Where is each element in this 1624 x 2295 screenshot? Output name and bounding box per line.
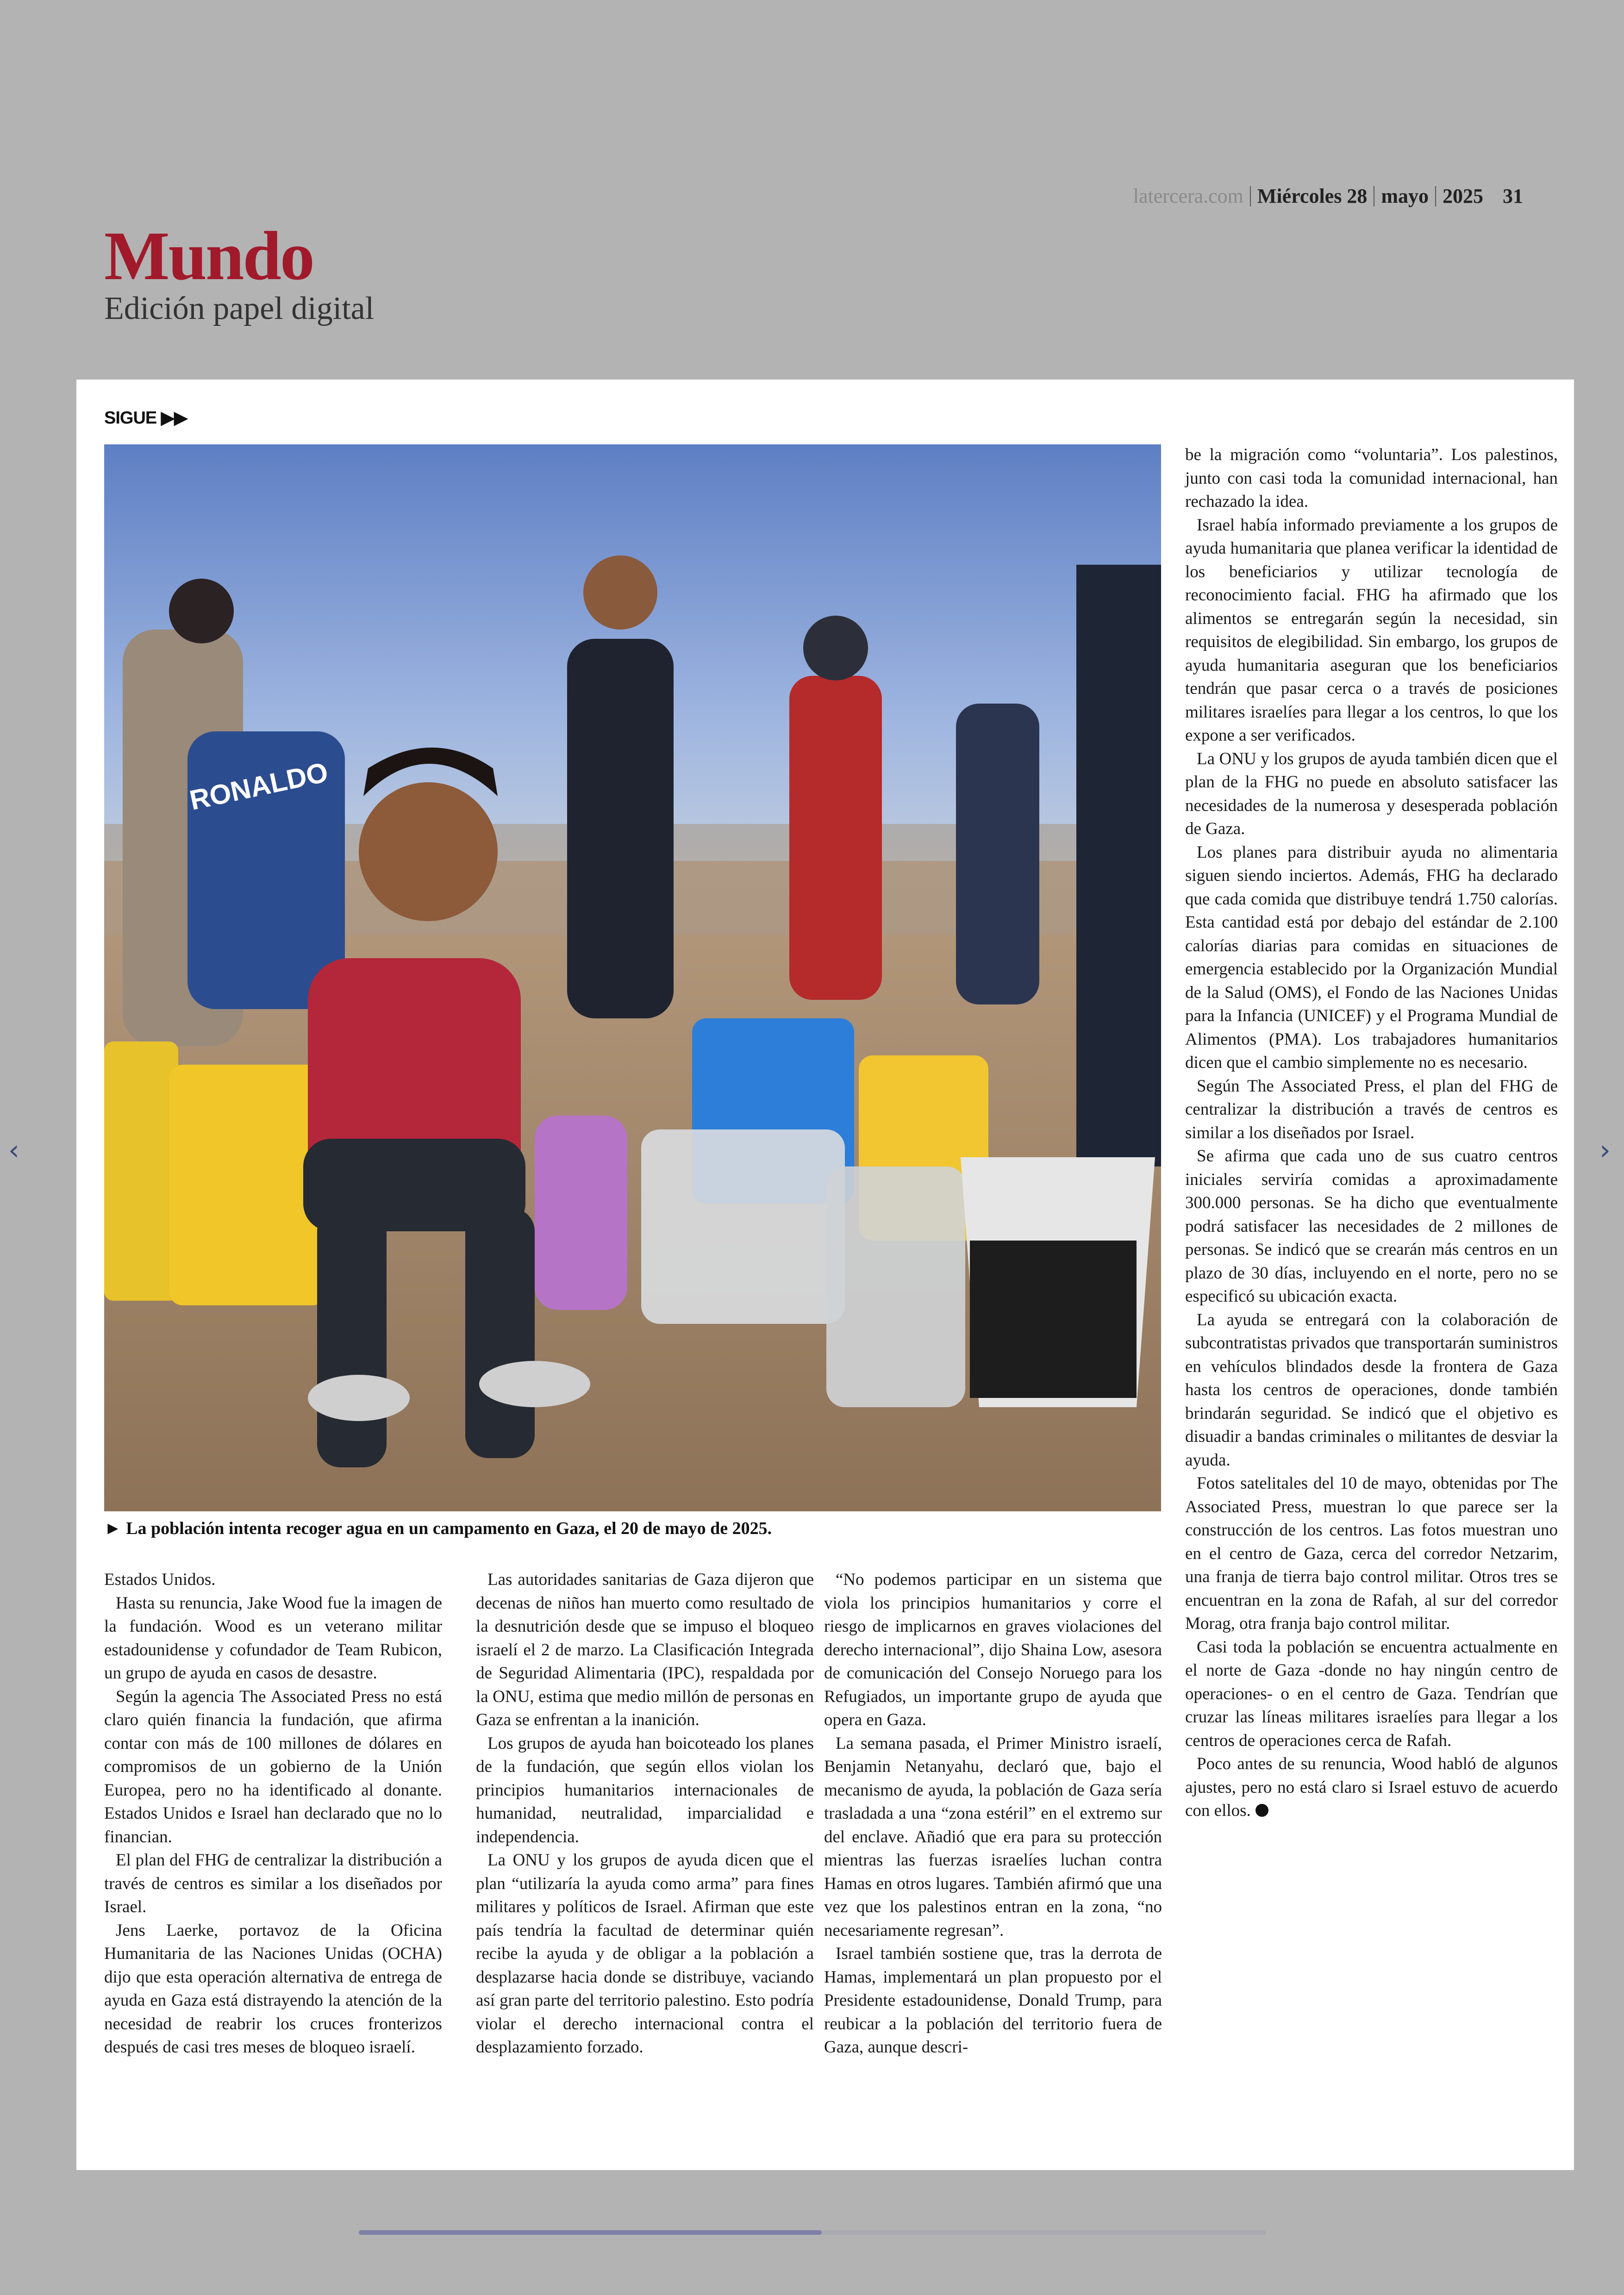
newspaper-page bbox=[76, 380, 1574, 2170]
article-paragraph bbox=[824, 1942, 1162, 2059]
divider bbox=[1435, 186, 1436, 206]
article-paragraph bbox=[104, 1919, 442, 2059]
article-column-2 bbox=[476, 1568, 814, 2059]
paragraph-text: Según la agencia The Associated Press no está claro quién financia la fundación, que afirma contar con más de 100 millones de dólares en compromisos de un gobierno de la Unión Europea, pero no ha identificado al donante. Estados Unidos e Israel han declarado que no lo financian. bbox=[104, 1687, 442, 1846]
article-paragraph bbox=[1185, 748, 1558, 841]
paragraph-text: El plan del FHG de centralizar la distribución a través de centros es similar a los diseñados por Israel. bbox=[104, 1851, 442, 1916]
article-paragraph bbox=[1185, 1145, 1558, 1309]
paragraph-text: Hasta su renuncia, Jake Wood fue la imagen de la fundación. Wood es un veterano militar estadounidense y cofundador de Team Rubicon, un grupo de ayuda en casos de desastre. bbox=[104, 1593, 442, 1683]
paragraph-text: La ONU y los grupos de ayuda dicen que el plan “utilizaría la ayuda como arma” para fines militares y políticos de Israel. Afirman que este país tendría la facultad de determinar quién recibe la ayuda y de obligar a la población a desplazarse hacia donde se distribuye, vaciando así gran parte del territorio palestino. Esto podría violar el derecho internacional contra el desplazamiento forzado. bbox=[476, 1851, 814, 2057]
paragraph-text: Fotos satelitales del 10 de mayo, obtenidas por The Associated Press, muestran lo que parece ser la construcción de los centros. Las fotos muestran uno en el centro de Gaza, cerca del corredor Netzarim, una franja de tierra bajo control militar. Otros tres se encuentran en la zona de Rafah, al sur del corredor Morag, otra franja bajo control militar. bbox=[1185, 1474, 1558, 1633]
article-photo bbox=[104, 444, 1161, 1511]
article-paragraph bbox=[476, 1732, 814, 1849]
photo-caption: ► La población intenta recoger agua en un campamento en Gaza, el 20 de mayo de 2025. bbox=[104, 1519, 772, 1538]
article-paragraph bbox=[104, 1849, 442, 1919]
paragraph-text: Casi toda la población se encuentra actualmente en el norte de Gaza -donde no hay ningún centro de operaciones- o en el centro de Gaza. Tendrían que cruzar las líneas militares israelíes para llegar a los centros de operaciones cerca de Rafah. bbox=[1185, 1637, 1558, 1750]
paragraph-text: La semana pasada, el Primer Ministro israelí, Benjamin Netanyahu, declaró que, bajo el mecanismo de ayuda, la población de Gaza sería trasladada a una “zona estéril” en el extremo sur del enclave. Añadió que era para su protección mientras las fuerzas israelíes luchan contra Hamas en otros lugares. También afirmó que una vez que los palestinos entran en la zona, “no necesariamente regresan”. bbox=[824, 1734, 1162, 1940]
paragraph-text: Israel también sostiene que, tras la derrota de Hamas, implementará un plan propuesto por el Presidente estadounidense, Donald Trump, para reubicar a la población del territorio fuera de Gaza, aunque descri- bbox=[824, 1944, 1162, 2057]
paragraph-text: Jens Laerke, portavoz de la Oficina Humanitaria de las Naciones Unidas (OCHA) dijo que esta operación alternativa de entrega de ayuda en Gaza está distrayendo la atención de la necesidad de reabrir los cruces fronterizos después de casi tres meses de bloqueo israelí. bbox=[104, 1921, 442, 2057]
article-paragraph bbox=[1185, 1636, 1558, 1753]
article-paragraph bbox=[824, 1732, 1162, 1943]
paragraph-text: “No podemos participar en un sistema que viola los principios humanitarios y corre el riesgo de implicarnos en graves violaciones del derecho internacional”, dijo Shaina Low, asesora de comunicación del Consejo Noruego para los Refugiados, un importante grupo de ayuda que opera en Gaza. bbox=[824, 1570, 1162, 1729]
divider bbox=[1250, 186, 1251, 206]
reading-progress-fill bbox=[359, 2230, 822, 2235]
page-number: 31 bbox=[1503, 185, 1523, 207]
paragraph-text: Poco antes de su renuncia, Wood habló de algunos ajustes, pero no está claro si Israel estuvo de acuerdo con ellos. bbox=[1185, 1754, 1558, 1820]
article-paragraph bbox=[1185, 443, 1558, 514]
paragraph-text: Los planes para distribuir ayuda no alimentaria siguen siendo inciertos. Además, FHG ha declarado que cada comida que distribuye tendrá 1.750 calorías. Esta cantidad está por debajo del estándar de 2.100 calorías diarias para comidas en situaciones de emergencia establecido por la Organización Mundial de la Salud (OMS), el Fondo de las Naciones Unidas para la Infancia (UNICEF) y el Programa Mundial de Alimentos (PMA). Los trabajadores humanitarios dicen que el cambio simplemente no es necesario. bbox=[1185, 842, 1558, 1072]
site-name: latercera.com bbox=[1133, 185, 1243, 207]
article-paragraph bbox=[476, 1568, 814, 1732]
paragraph-text: Israel había informado previamente a los grupos de ayuda humanitaria que planea verificar la identidad de los beneficiarios y utilizar tecnología de reconocimiento facial. FHG ha afirmado que los alimentos se entregarán según la necesidad, sin requisitos de elegibilidad. Sin embargo, los grupos de ayuda humanitaria aseguran que los beneficiarios tendrán que pasar cerca o a través de posiciones militares israelíes para llegar a los centros, lo que los expone a ser verificados. bbox=[1185, 515, 1558, 745]
dateline bbox=[1133, 184, 1523, 208]
paragraph-text: Los grupos de ayuda han boicoteado los planes de la fundación, que según ellos violan los principios humanitarios internacionales de humanidad, neutralidad, imparcialidad e independencia. bbox=[476, 1734, 814, 1846]
paragraph-text: be la migración como “voluntaria”. Los palestinos, junto con casi toda la comunidad internacional, han rechazado la idea. bbox=[1185, 445, 1558, 511]
paragraph-text: Las autoridades sanitarias de Gaza dijeron que decenas de niños han muerto como resultado de la desnutrición desde que se impuso el bloqueo israelí el 2 de marzo. La Clasificación Integrada de Seguridad Alimentaria (IPC), respaldada por la ONU, estima que medio millón de personas en Gaza se enfrentan a la inanición. bbox=[476, 1570, 814, 1729]
paragraph-text: La ayuda se entregará con la colaboración de subcontratistas privados que transportarán suministros en vehículos blindados desde la frontera de Gaza hasta los centros de operaciones, donde también brindarán seguridad. Se indicó que el objetivo es disuadir a bandas criminales o militantes de desviar la ayuda. bbox=[1185, 1310, 1558, 1470]
article-paragraph bbox=[1185, 1075, 1558, 1145]
section-title: Mundo bbox=[104, 218, 313, 294]
date-month: mayo bbox=[1381, 185, 1429, 207]
article-paragraph bbox=[824, 1568, 1162, 1732]
article-paragraph bbox=[1185, 1752, 1558, 1823]
date-year: 2025 bbox=[1443, 185, 1483, 207]
paragraph-text: Se afirma que cada uno de sus cuatro centros iniciales serviría comidas a aproximadamente 300.000 personas. Se ha dicho que eventualmente podrá satisfacer las necesidades de 2 millones de personas. Se indicó que se crearán más centros en un plazo de 30 días, incluyendo en el norte, pero no se especificó su ubicación exacta. bbox=[1185, 1147, 1558, 1306]
article-paragraph bbox=[1185, 1472, 1558, 1636]
date-day: Miércoles 28 bbox=[1257, 185, 1368, 207]
article-paragraph bbox=[104, 1685, 442, 1849]
continue-label: SIGUE ▶▶ bbox=[104, 408, 187, 428]
article-paragraph bbox=[1185, 514, 1558, 748]
chevron-right-icon[interactable]: › bbox=[1599, 1134, 1611, 1166]
reading-progress-bar[interactable] bbox=[359, 2230, 1266, 2235]
article-paragraph bbox=[104, 1592, 442, 1685]
shirt-text: RONALDO bbox=[187, 756, 331, 816]
paragraph-text: Según The Associated Press, el plan del FHG de centralizar la distribución a través de centros es similar a los diseñados por Israel. bbox=[1185, 1076, 1558, 1142]
article-column-4 bbox=[1185, 443, 1558, 1823]
article-column-3 bbox=[824, 1568, 1162, 2059]
edition-subtitle: Edición papel digital bbox=[104, 291, 375, 326]
chevron-left-icon[interactable]: ‹ bbox=[8, 1134, 19, 1166]
article-paragraph bbox=[1185, 841, 1558, 1075]
paragraph-text: Estados Unidos. bbox=[104, 1570, 216, 1589]
article-paragraph bbox=[1185, 1309, 1558, 1472]
article-column-1 bbox=[104, 1568, 442, 2059]
end-of-article-bullet-icon bbox=[1255, 1804, 1268, 1817]
article-paragraph bbox=[476, 1849, 814, 2059]
paragraph-text: La ONU y los grupos de ayuda también dicen que el plan de la FHG no puede en absoluto satisfacer las necesidades de la numerosa y desesperada población de Gaza. bbox=[1185, 749, 1558, 838]
article-paragraph bbox=[104, 1568, 442, 1592]
